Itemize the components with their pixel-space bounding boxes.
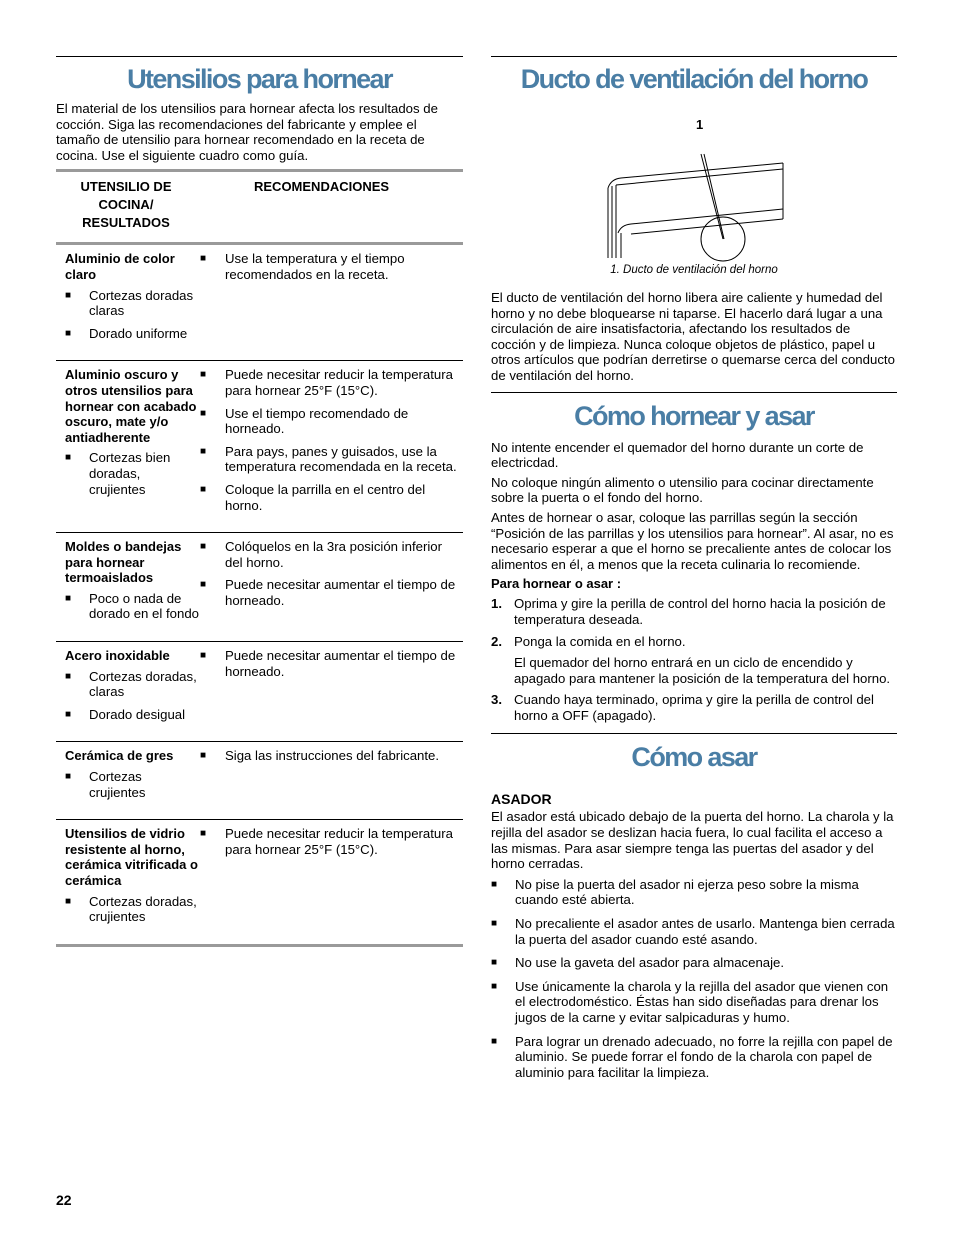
utensil-cell [56,826,200,932]
utensil-material: Utensilios de vidrio resistente al horno, cerámica vitrificada o cerámica [65,826,198,888]
vent-body: El ducto de ventilación del horno libera aire caliente y humedad del horno y no debe bloquearse ni taparse. El hacerlo dará lugar a una circulación de aire insatisfactoria, afectando los resultados de cocción y de limpieza. Nunca coloque objetos de plástico, papel u otros artículos que podrían derretirse o quemarse cerca del conducto de ventilación del horno. [491,290,895,383]
bullet-square-icon: ■ [65,771,72,783]
recommendation-cell [200,748,463,807]
section-title-vent: Ducto de ventilación del horno [520,64,868,94]
section-title-broil: Cómo asar [631,742,757,773]
recommendation-item: ■ Coloque la parrilla en el centro del horno. [200,481,426,513]
utensil-cell [56,251,200,348]
bake-p1: No intente encender el quemador del horno durante un corte de electricdad. [491,439,864,471]
step-number: 2. [491,633,502,649]
utensils-table-body [56,245,463,943]
bullet-square-icon: ■ [65,289,72,301]
table-row [56,819,463,944]
bullet-square-icon: ■ [65,327,72,339]
bullet-square-icon: ■ [200,650,207,662]
bullet-square-icon: ■ [200,407,207,419]
recommendation-item: ■ Para pays, panes y guisados, use la temperatura recomendada en la receta. [200,443,457,475]
header-recommendations: RECOMENDACIONES [254,179,390,195]
utensils-intro: El material de los utensilios para hornear afecta los resultados de cocción. Siga las recomendaciones del fabricante y emplee el tamaño de utensilio para hornear recomendado en la receta de cocina. Use el siguiente cuadro como guía. [56,101,438,163]
bake-subhead: Para hornear o asar : [491,576,622,592]
result-item: ■ Cortezas doradas, claras [65,668,197,700]
recommendation-cell [200,539,463,629]
step-number: 3. [491,692,502,708]
recommendation-item: ■ Puede necesitar aumentar el tiempo de horneado. [200,648,456,679]
bullet-square-icon: ■ [491,918,498,930]
utensil-material: Moldes o bandejas para hornear termoaislados [65,539,182,586]
utensil-material: Aluminio oscuro y otros utensilios para hornear con acabado oscuro, mate y/o antiadherente [65,367,197,445]
broil-body: El asador está ubicado debajo de la puerta del horno. La charola y la rejilla del asador se deslizan hacia fuera, lo cual facilita el acceso a las mismas. Para asar siempre tenga las puertas del asador y del horno cerradas. [491,809,894,872]
broil-tip: ■ Para lograr un drenado adecuado, no forre la rejilla con papel de aluminio. Se puede forrar el fondo de la charola con papel de aluminio para facilitar la limpieza. [491,1033,893,1080]
broil-tip: ■ No precaliente el asador antes de usarlo. Mantenga bien cerrada la puerta del asador cuando esté asando. [491,916,895,947]
bake-section [491,392,897,724]
broil-tip: ■ Use únicamente la charola y la rejilla del asador que vienen con el electrodoméstico. Éstas han sido diseñadas para drenar los jugos de la carne y evitar salpicaduras y humo. [491,978,889,1025]
bullet-square-icon: ■ [65,452,72,464]
broil-bullets [491,877,897,1081]
utensil-cell [56,367,200,520]
utensil-cell [56,748,200,807]
bullet-square-icon: ■ [200,541,207,553]
table-row [56,641,463,741]
broil-tip: ■ No use la gaveta del asador para almacenaje. [491,955,785,971]
result-item: ■ Cortezas doradas, crujientes [65,893,197,925]
broil-subhead: ASADOR [491,791,552,808]
step-text: Ponga la comida en el horno. [514,633,686,649]
result-item: ■ Cortezas doradas claras [65,287,194,319]
bake-p3: Antes de hornear o asar, coloque las parrillas según la sección “Posición de las parrillas y los utensilios para hornear”. Al asar, no es necesario esperar a que el horno se precaliente antes de colocar los alimentos en él, a menos que la receta culinaria lo recomiende. [491,509,894,572]
bake-step [491,596,897,627]
result-item: ■ Cortezas bien doradas, crujientes [65,450,171,497]
bullet-square-icon: ■ [200,445,207,457]
result-item: ■ Poco o nada de dorado en el fondo [65,590,199,622]
step-text: Oprima y gire la perilla de control del horno hacia la posición de temperatura deseada. [514,596,886,627]
page-number: 22 [56,1192,72,1208]
utensil-material: Aluminio de color claro [65,251,175,282]
vent-drawing [491,93,897,263]
recommendation-item: ■ Siga las instrucciones del fabricante. [200,748,440,764]
section-title-bake: Cómo hornear y asar [574,400,814,431]
recommendation-item: ■ Puede necesitar reducir la temperatura para hornear 25°F (15°C). [200,826,453,857]
utensil-cell [56,539,200,629]
bullet-square-icon: ■ [200,253,207,265]
table-row [56,245,463,360]
vent-illustration [491,93,897,263]
baking-utensils-section [56,56,463,947]
bullet-square-icon: ■ [200,828,207,840]
recommendation-cell [200,367,463,520]
bullet-square-icon: ■ [65,670,72,682]
step-number [491,655,514,686]
step-text: El quemador del horno entrará en un ciclo de encendido y apagado para mantener la posición de la temperatura del horno. [514,655,891,686]
result-item: ■ Dorado desigual [65,706,186,722]
bullet-square-icon: ■ [200,483,207,495]
bake-steps [491,596,897,723]
result-item: ■ Cortezas crujientes [65,769,146,800]
recommendation-item: ■ Colóquelos en la 3ra posición inferior del horno. [200,539,442,570]
bullet-square-icon: ■ [65,592,72,604]
bullet-square-icon: ■ [491,957,498,969]
utensil-material: Cerámica de gres [65,748,174,764]
table-row [56,532,463,641]
recommendation-item: ■ Puede necesitar reducir la temperatura para hornear 25°F (15°C). [200,367,453,398]
recommendation-item: ■ Use el tiempo recomendado de horneado. [200,405,409,437]
bullet-square-icon: ■ [65,708,72,720]
table-row [56,741,463,819]
step-number: 1. [491,596,502,612]
bake-p2: No coloque ningún alimento o utensilio para cocinar directamente sobre la puerta o el fondo del horno. [491,474,874,506]
callout-number: 1 [696,117,704,132]
vent-caption: 1. Ducto de ventilación del horno [610,264,778,276]
bullet-square-icon: ■ [491,878,498,890]
table-row [56,360,463,532]
recommendation-cell [200,826,463,932]
broil-tip: ■ No pise la puerta del asador ni ejerza peso sobre la misma cuando esté abierta. [491,876,859,908]
right-column [491,56,897,1088]
recommendation-item: ■ Use la temperatura y el tiempo recomendados en la receta. [200,251,405,282]
bullet-square-icon: ■ [491,1035,498,1047]
bullet-square-icon: ■ [65,895,72,907]
broil-section [491,733,897,1080]
bullet-square-icon: ■ [200,579,207,591]
step-text: Cuando haya terminado, oprima y gire la perilla de control del horno a OFF (apagado). [514,692,874,723]
bullet-square-icon: ■ [491,980,498,992]
header-utensil: UTENSILIO DE COCINA/ RESULTADOS [80,179,172,231]
utensil-material: Acero inoxidable [65,648,170,664]
bake-step [491,692,897,723]
bake-step [491,634,897,650]
bullet-square-icon: ■ [200,750,207,762]
result-item: ■ Dorado uniforme [65,325,188,341]
recommendation-cell [200,648,463,729]
recommendation-cell [200,251,463,348]
section-title-utensils: Utensilios para hornear [127,64,392,94]
bullet-square-icon: ■ [200,369,207,381]
utensil-cell [56,648,200,729]
table-header [56,172,463,242]
table-bottom-rule [56,944,463,947]
recommendation-item: ■ Puede necesitar aumentar el tiempo de horneado. [200,577,456,608]
bake-step [491,655,897,686]
